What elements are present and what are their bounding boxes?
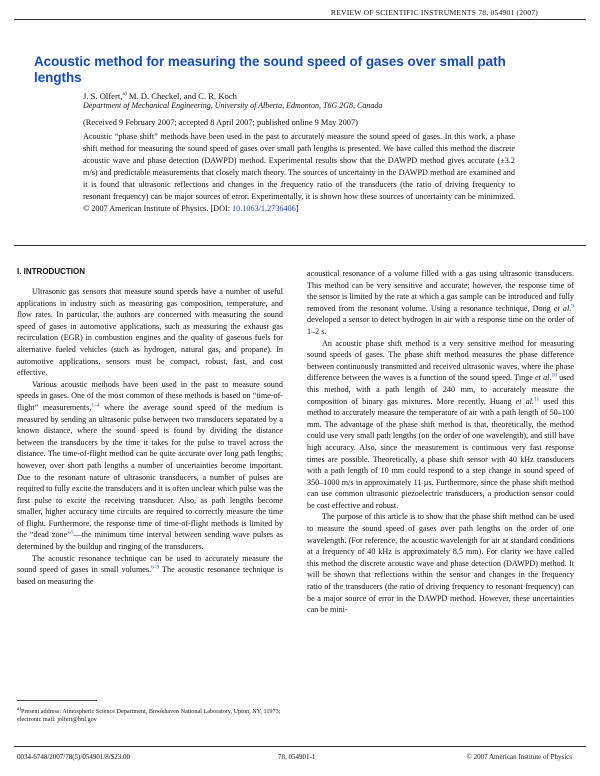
doi-suffix: ] xyxy=(295,204,299,213)
author-first: J. S. Olfert, xyxy=(83,91,123,101)
paragraph: Ultrasonic gas sensors that measure sound speeds have a number of useful applications in industry such as measuring gas composition, temperature, and flow rates. In particular, the authors are concerned with measuring the sound speed of gases in automotive applications, such as measuring the exhaust gas recirculation (EGR) in combustion engines and the quality of gaseous fuels for alternative fueled vehicles (such as hydrogen, natural gas, and propane). In automotive applications, sensors must be compact, robust, fast, and cost effective. xyxy=(17,287,283,378)
citation-ref[interactable]: 9 xyxy=(571,303,574,310)
paragraph-text: developed a sensor to detect hydrogen in air with a response time on the order of 1–2 s. xyxy=(307,315,574,336)
author-footnote-mark[interactable]: a) xyxy=(122,91,127,98)
citation-ref[interactable]: 5 xyxy=(70,529,74,536)
section-heading: I. INTRODUCTION xyxy=(17,267,85,276)
paragraph xyxy=(17,553,283,588)
footer-copyright: © 2007 American Institute of Physics xyxy=(466,753,572,761)
paragraph-text: The acoustic resonance technique is based on measuring the xyxy=(17,565,284,586)
paragraph-text: used this method to accurately measure the temperature of air with a path length of 50–100 mm. The advantage of the phase shift method is that, theoretically, the method could use very small path lengths (on the order of one wavelength), and still have high accuracy. Also, since the measurement is continuous very fast response times are possible. Theoretically, a phase shift sensor with 40 kHz transducers with a path length of 10 mm could respond to a step change in sound speed of 350–1000 m/s in approximately 11 µs. Furthermore, since the phase shift method can use common ultrasonic piezoelectric transducers, a production sensor could be cost effective and robust. xyxy=(307,396,575,510)
citation-ref[interactable]: 10 xyxy=(551,372,557,379)
paragraph-text: where the average sound speed of the medium is measured by sending an ultrasonic pulse between two transducers separated by a known distance, where the sound speed is found by dividing the distance between the transducers by the time it takes for the pulse to travel across the distance. The time-of-flight method can be quite accurate over long path lengths; however, over short path lengths a number of uncertainties become important. Due to the resonant nature of ultrasonic transducers, a number of pulses are required to fully excite the transducers and it is often unclear which pulse was the first pulse to excite the receiving transducer. Also, as path lengths become smaller, higher accuracy time circuits are required to correctly measure the time of flight. Furthermore, the response time of time-of-flight methods is limited by the “dead zone” xyxy=(17,402,284,540)
article-title: Acoustic method for measuring the sound speed of gases over small path lengths xyxy=(34,54,506,85)
header-rule xyxy=(14,19,586,20)
paragraph xyxy=(17,379,283,553)
journal-header: REVIEW OF SCIENTIFIC INSTRUMENTS 78, 054901 (2007) xyxy=(330,8,538,17)
footnote-rule xyxy=(17,700,97,701)
paragraph xyxy=(307,338,574,512)
footnote-text: Present address: Atmospheric Science Department, Brookhaven National Laboratory, Upton, NY, 11973; electronic mail: jolfert@bnl.gov xyxy=(17,708,281,724)
citation-ref[interactable]: 11 xyxy=(533,395,540,402)
paragraph: The purpose of this article is to show that the phase shift method can be used to measure the sound speed of gases over path lengths on the order of one wavelength. (For reference, the acoustic wavelength for air at standard conditions at a frequency of 40 kHz is approximately 8.5 mm). For clarity we have called this method the discrete acoustic wave and phase detection (DAWPD) method. It will be shown that reflections within the sensor and changes in the frequency ratio of the transducers (the ratio of driving frequency to resonant frequency) can be a major source of error in the DAWPD method. However, these uncertainties can be mini- xyxy=(307,512,574,615)
doi-prefix: [DOI: xyxy=(208,204,233,213)
doi-link[interactable]: 10.1063/1.2736406 xyxy=(232,204,296,213)
abstract-rule xyxy=(14,245,586,246)
paragraph-italic: et al. xyxy=(553,303,572,313)
citation-ref[interactable]: 6–9 xyxy=(151,564,160,571)
paragraph-text: The acoustic resonance technique can be used to accurately measure the sound speed of gases in small volumes. xyxy=(17,553,283,575)
paragraph-text: Various acoustic methods have been used in the past to measure sound speeds in gases. One of the most common of these methods is based on “time-of-flight” measurements, xyxy=(17,379,283,412)
left-column xyxy=(17,286,283,587)
footer-page-number: 78, 054901-1 xyxy=(278,753,316,761)
paragraph-text: An acoustic phase shift method is a very sensitive method for measuring sound speeds of gases. The phase shift method measures the phase difference between continuously transmitted and received ultrasonic waves, where the phase difference between the waves is a function of the sound speed. Tinge xyxy=(307,338,574,383)
right-column xyxy=(307,268,574,616)
received-dates: (Received 9 February 2007; accepted 8 April 2007; published online 9 May 2007) xyxy=(83,118,358,127)
paragraph xyxy=(307,268,574,338)
author-rest: M. D. Checkel, and C. R. Koch xyxy=(126,91,237,101)
footnote xyxy=(17,700,283,725)
abstract xyxy=(83,131,515,215)
author-list xyxy=(83,91,237,101)
citation-ref[interactable]: 1–4 xyxy=(91,402,100,409)
paragraph-italic: et al. xyxy=(515,396,534,406)
abstract-text: Acoustic “phase shift” methods have been used in the past to accurately measure the sound speed of gases. In this work, a phase shift method for measuring the sound speed of gases over small path lengths is presented. We have called this method the discrete acoustic wave and phase detection (DAWPD) method. Experimental results show that the DAWPD method gives accurate (±3.2 m/s) and predictable measurements that closely match theory. The sources of uncertainty in the DAWPD method are examined and it is found that ultrasonic reflections and changes in the frequency ratio of the transducers (the ratio of driving frequency to resonant frequency) can be major sources of error. Experimentally, it is shown how these sources of uncertainty can be minimized. © 2007 American Institute of Physics. xyxy=(83,132,515,213)
paragraph-italic: et al. xyxy=(535,373,552,383)
paragraph-text: —the minimum time interval between sending wave pulses as determined by the buildup and ringing of the transducers. xyxy=(17,530,283,552)
paragraph-text: acoustical resonance of a volume filled with a gas using ultrasonic transducers. This method can be very sensitive and accurate; however, the response time of the sensor is limited by the rate at which a gas sample can be introduced and fully removed from the resonant volume. Using a resonance technique, Dong xyxy=(307,269,574,313)
footer-issn: 0034-6748/2007/78(5)/054901/8/$23.00 xyxy=(17,753,130,761)
paragraph-text: used this method, with a path length of 240 mm, to accurately measure the composition of binary gas mixtures. More recently, Huang xyxy=(307,373,574,406)
footnote-mark: a) xyxy=(17,706,22,712)
footer-rule xyxy=(14,746,586,747)
affiliation: Department of Mechanical Engineering, University of Alberta, Edmonton, T6G 2G8, Canada xyxy=(83,101,383,110)
